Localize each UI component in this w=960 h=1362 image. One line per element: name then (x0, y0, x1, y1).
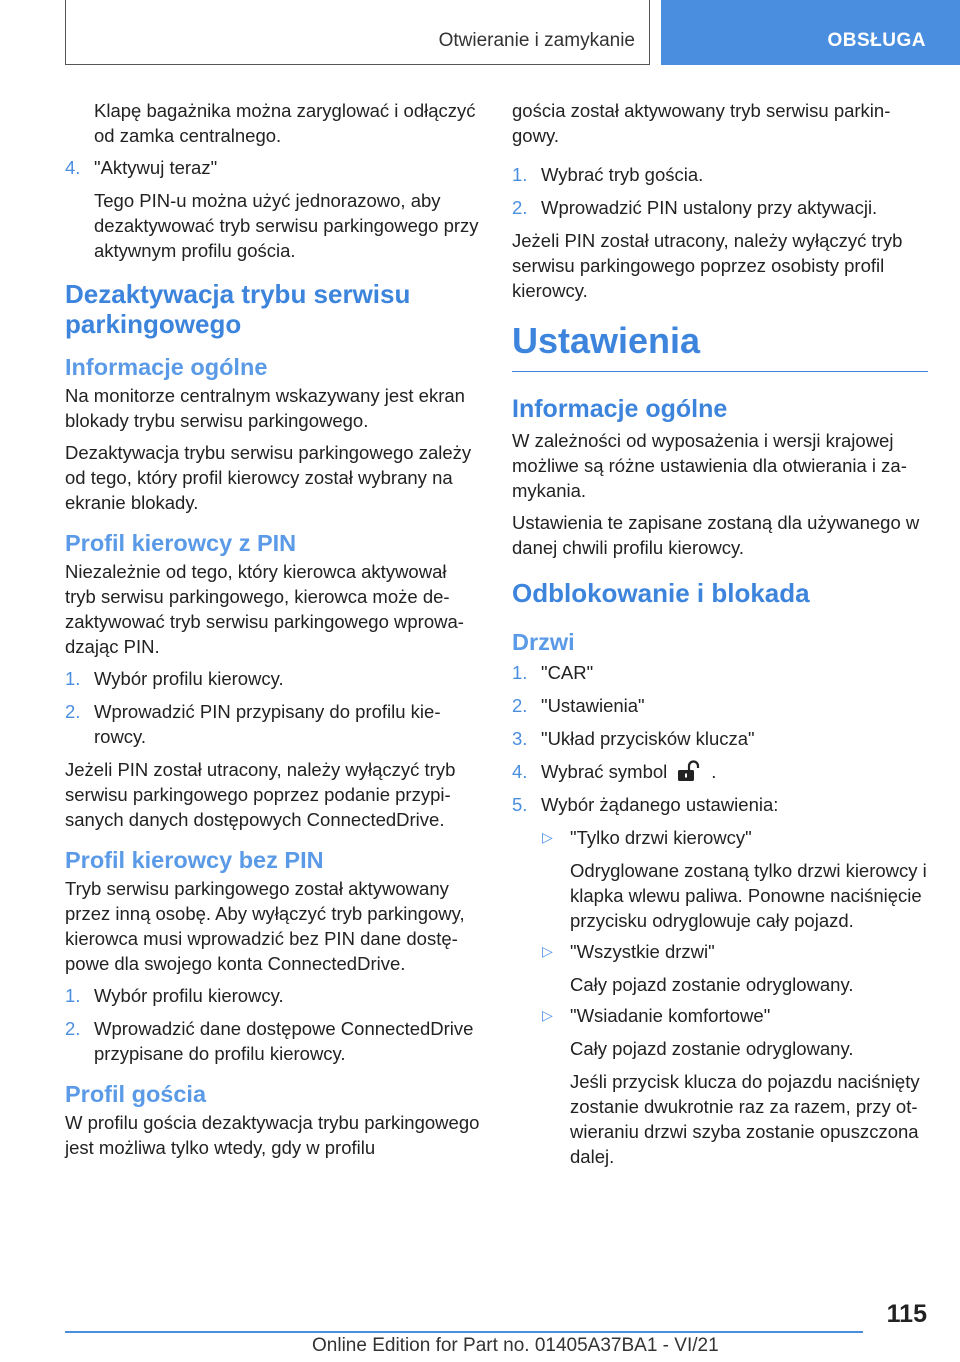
option-label: "Tylko drzwi kierowcy" (570, 827, 752, 848)
list-item-text: Wybór żądanego ustawienia: (541, 794, 779, 815)
triangle-bullet-icon: ▷ (542, 1007, 553, 1023)
option-note: Cały pojazd zostanie odryglowany. (570, 974, 854, 995)
list-item-text: "Aktywuj teraz" (94, 157, 218, 178)
left-column (65, 98, 480, 1167)
paragraph: Ustawienia te zapisane zostaną dla używanego w danej chwili profilu kierowcy. (512, 512, 920, 558)
edition-footer: Online Edition for Part no. 01405A37BA1 - VI/21 (312, 1335, 719, 1356)
option-note: Odryglowane zostaną tylko drzwi kierowcy i klapka wlewu paliwa. Ponowne naciśnięcie przycisku odryglowuje cały pojazd. (570, 860, 927, 931)
list-item-text: Wybrać tryb gościa. (541, 164, 704, 185)
paragraph: Jeżeli PIN został utracony, należy wyłączyć tryb serwisu parkingowego poprzez osobisty profil kierowcy. (512, 230, 903, 301)
list-number: 1. (512, 164, 528, 185)
list-item (65, 983, 480, 1008)
paragraph: Niezależnie od tego, który kierowca aktywował tryb serwisu parkingowego, kierowca może dezaktywować tryb serwisu parkingowego wprowadzając PIN. (65, 561, 464, 657)
list-item-text: Wprowadzić dane dostępowe ConnectedDrive przypisane do profilu kierowcy. (94, 1018, 474, 1064)
section-heading: Odblokowanie i blokada (512, 578, 810, 608)
list-number: 4. (512, 761, 528, 782)
footer-divider (65, 1331, 863, 1333)
list-item-text: Wybór profilu kierowcy. (94, 985, 284, 1006)
list-number: 3. (512, 728, 528, 749)
paragraph: Dezaktywacja trybu serwisu parkingowego zależy od tego, który profil kierowcy został wybrany na ekranie blokady. (65, 442, 472, 513)
list-number: 4. (65, 157, 81, 178)
list-item (512, 693, 928, 718)
triangle-bullet-icon: ▷ (542, 943, 553, 959)
numbered-list (512, 162, 928, 220)
list-item (512, 195, 928, 220)
list-number: 2. (512, 197, 528, 218)
paragraph: Tryb serwisu parkingowego został aktywowany przez inną osobę. Aby wyłączyć tryb parkingowy, kierowca musi wprowadzić bez PIN dane dostępowe dla swojego konta ConnectedDrive. (65, 878, 465, 974)
triangle-bullet-icon: ▷ (542, 829, 553, 845)
paragraph: Na monitorze centralnym wskazywany jest ekran blokady trybu serwisu parkingowego. (65, 385, 465, 431)
list-item-end: . (711, 761, 717, 782)
list-number: 2. (65, 1018, 81, 1039)
numbered-list (65, 666, 480, 749)
list-item (65, 1016, 480, 1066)
list-item (65, 155, 480, 263)
options-list (541, 825, 928, 1169)
section-heading: Dezaktywacja trybu serwisu parkingowego (65, 279, 411, 339)
list-number: 1. (65, 668, 81, 689)
page-number: 115 (886, 1300, 927, 1328)
chapter-heading: Ustawienia (512, 321, 928, 372)
list-item-text: "CAR" (541, 662, 594, 683)
subsection-heading: Drzwi (512, 629, 575, 655)
list-number: 1. (65, 985, 81, 1006)
paragraph: Klapę bagażnika można zaryglować i odłączyć od zamka centralnego. (94, 100, 476, 146)
list-item-text: Wybrać symbol (541, 761, 668, 782)
list-item-text: "Układ przycisków klucza" (541, 728, 755, 749)
option-item (541, 1003, 928, 1169)
subsection-heading: Informacje ogólne (65, 354, 268, 380)
section-title: Otwieranie i zamykanie (438, 30, 635, 51)
chapter-tab-label: OBSŁUGA (827, 30, 926, 51)
numbered-list (512, 660, 928, 817)
list-number: 1. (512, 662, 528, 683)
header-section-box (65, 0, 650, 65)
list-item (512, 162, 928, 187)
numbered-list (65, 155, 480, 263)
subsection-heading: Profil kierowcy z PIN (65, 530, 297, 556)
paragraph: W profilu gościa dezaktywacja trybu parkingowego jest możliwa tylko wtedy, gdy w profilu (65, 1112, 480, 1158)
section-heading: Informacje ogólne (512, 395, 728, 423)
list-item (65, 699, 480, 749)
option-note: Jeśli przycisk klucza do pojazdu naciśnięty zostanie dwukrotnie raz za razem, przy otwieraniu drzwi szyba zostanie opuszczona dalej. (570, 1071, 920, 1167)
subsection-heading: Profil kierowcy bez PIN (65, 847, 324, 873)
list-item (512, 726, 928, 751)
option-label: "Wszystkie drzwi" (570, 941, 715, 962)
chapter-tab[interactable] (661, 0, 960, 65)
option-item (541, 939, 928, 997)
option-note: Cały pojazd zostanie odryglowany. (570, 1038, 854, 1059)
list-item-text: Wprowadzić PIN ustalony przy aktywacji. (541, 197, 878, 218)
list-number: 5. (512, 794, 528, 815)
list-item (512, 759, 928, 784)
numbered-list (65, 983, 480, 1066)
list-number: 2. (65, 701, 81, 722)
paragraph: gościa został aktywowany tryb serwisu parkingowy. (512, 100, 891, 146)
unlock-icon (675, 760, 701, 782)
list-item-text: "Ustawienia" (541, 695, 645, 716)
option-label: "Wsiadanie komfortowe" (570, 1005, 771, 1026)
list-item (512, 792, 928, 817)
option-item (541, 825, 928, 933)
list-number: 2. (512, 695, 528, 716)
list-item-note: Tego PIN-u można użyć jednorazowo, aby dezaktywować tryb serwisu parkingowego przy aktywnym profilu gościa. (94, 190, 479, 261)
paragraph: Jeżeli PIN został utracony, należy wyłączyć tryb serwisu parkingowego poprzez podanie przypisanych danych dostępowych ConnectedDrive. (65, 759, 456, 830)
list-item (65, 666, 480, 691)
list-item (512, 660, 928, 685)
right-column (512, 98, 928, 1176)
paragraph: W zależności od wyposażenia i wersji krajowej możliwe są różne ustawienia dla otwierania i zamykania. (512, 430, 907, 501)
list-item-text: Wprowadzić PIN przypisany do profilu kierowcy. (94, 701, 441, 747)
list-item-text: Wybór profilu kierowcy. (94, 668, 284, 689)
subsection-heading: Profil gościa (65, 1081, 207, 1107)
